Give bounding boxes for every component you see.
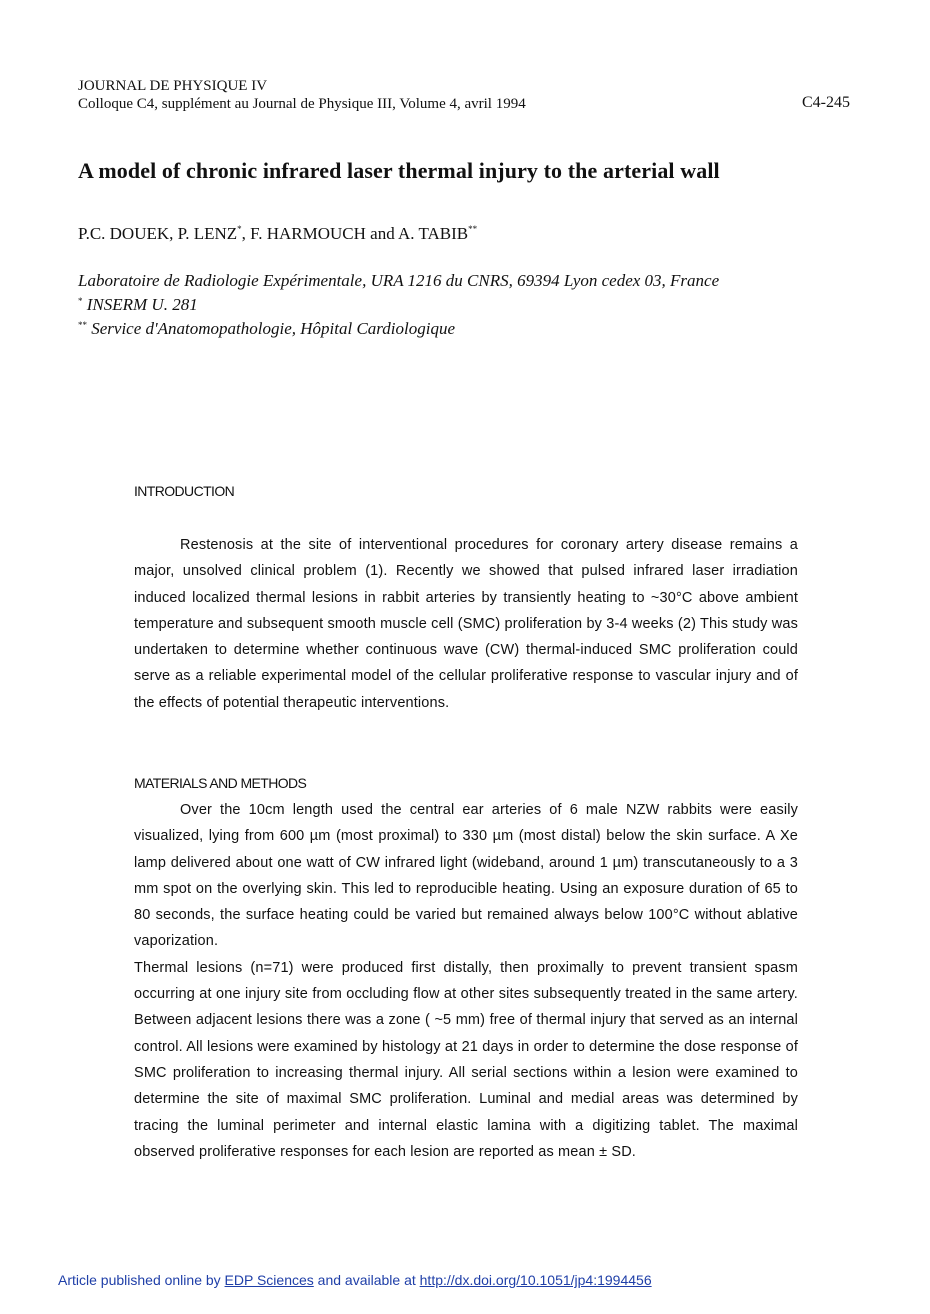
affiliation-2-mark: * [78,296,83,306]
author-mark-2: ** [468,224,478,234]
publication-footer [58,1272,652,1288]
footer-middle: and available at [313,1272,420,1288]
affiliation-3-mark: ** [78,320,87,330]
section-heading-methods: MATERIALS AND METHODS [134,775,307,791]
page-number: C4-245 [802,94,850,111]
affiliations [78,270,719,339]
authors-part-2: , F. HARMOUCH and A. TABIB [241,224,469,243]
journal-issue: Colloque C4, supplément au Journal de Physique III, Volume 4, avril 1994 [78,96,526,112]
author-mark-1: * [237,224,242,234]
affiliation-1: Laboratoire de Radiologie Expérimentale, URA 1216 du CNRS, 69394 Lyon cedex 03, France [78,271,720,290]
methods-body [134,797,798,1165]
methods-paragraph-1: Over the 10cm length used the central ear arteries of 6 male NZW rabbits were easily visualized, lying from 600 µm (most proximal) to 330 µm (most distal) below the skin surface. A Xe lamp delivered about one watt of CW infrared light (wideband, around 1 µm) transcutaneously to a 3 mm spot on the overlying skin. This led to reproducible heating. Using an exposure duration of 65 to 80 seconds, the surface heating could be varied but remained always below 100°C without ablative vaporization. [134,802,798,950]
paper-title: A model of chronic infrared laser thermal injury to the arterial wall [78,158,720,183]
methods-paragraph-2: Thermal lesions (n=71) were produced first distally, then proximally to prevent transient spasm occurring at one injury site from occluding flow at other sites subsequently treated in the same artery. Between adjacent lesions there was a zone ( ~5 mm) free of thermal injury that served as an internal control. All lesions were examined by histology at 21 days in order to determine the dose response of SMC proliferation to increasing thermal injury. All serial sections within a lesion were examined to determine the site of maximal SMC proliferation. Luminal and medial areas was determined by tracing the luminal perimeter and internal elastic lamina with a digitizing tablet. The maximal observed proliferative responses for each lesion are reported as mean ± SD. [134,959,798,1160]
affiliation-2 [78,291,719,315]
footer-prefix: Article published online by [58,1272,225,1288]
introduction-body [134,532,798,716]
doi-link[interactable]: http://dx.doi.org/10.1051/jp4:1994456 [419,1272,652,1288]
author-list [78,224,477,244]
journal-name: JOURNAL DE PHYSIQUE IV [78,78,268,94]
publisher-link[interactable]: EDP Sciences [224,1272,314,1288]
affiliation-2-text: INSERM U. 281 [82,295,198,314]
journal-header [78,77,526,113]
authors-part-1: P.C. DOUEK, P. LENZ [78,224,238,243]
introduction-paragraph: Restenosis at the site of interventional procedures for coronary artery disease remains a major, unsolved clinical problem (1). Recently we showed that pulsed infrared laser irradiation induced localized thermal lesions in rabbit arteries by transiently heating to ~30°C above ambient temperature and subsequent smooth muscle cell (SMC) proliferation by 3-4 weeks (2) This study was undertaken to determine whether continuous wave (CW) thermal-induced SMC proliferation could serve as a reliable experimental model of the cellular proliferative response to vascular injury and of the effects of potential therapeutic interventions. [134,537,798,711]
section-heading-introduction: INTRODUCTION [134,483,235,499]
affiliation-3-text: Service d'Anatomopathologie, Hôpital Cardiologique [87,319,455,338]
affiliation-3 [78,315,719,339]
